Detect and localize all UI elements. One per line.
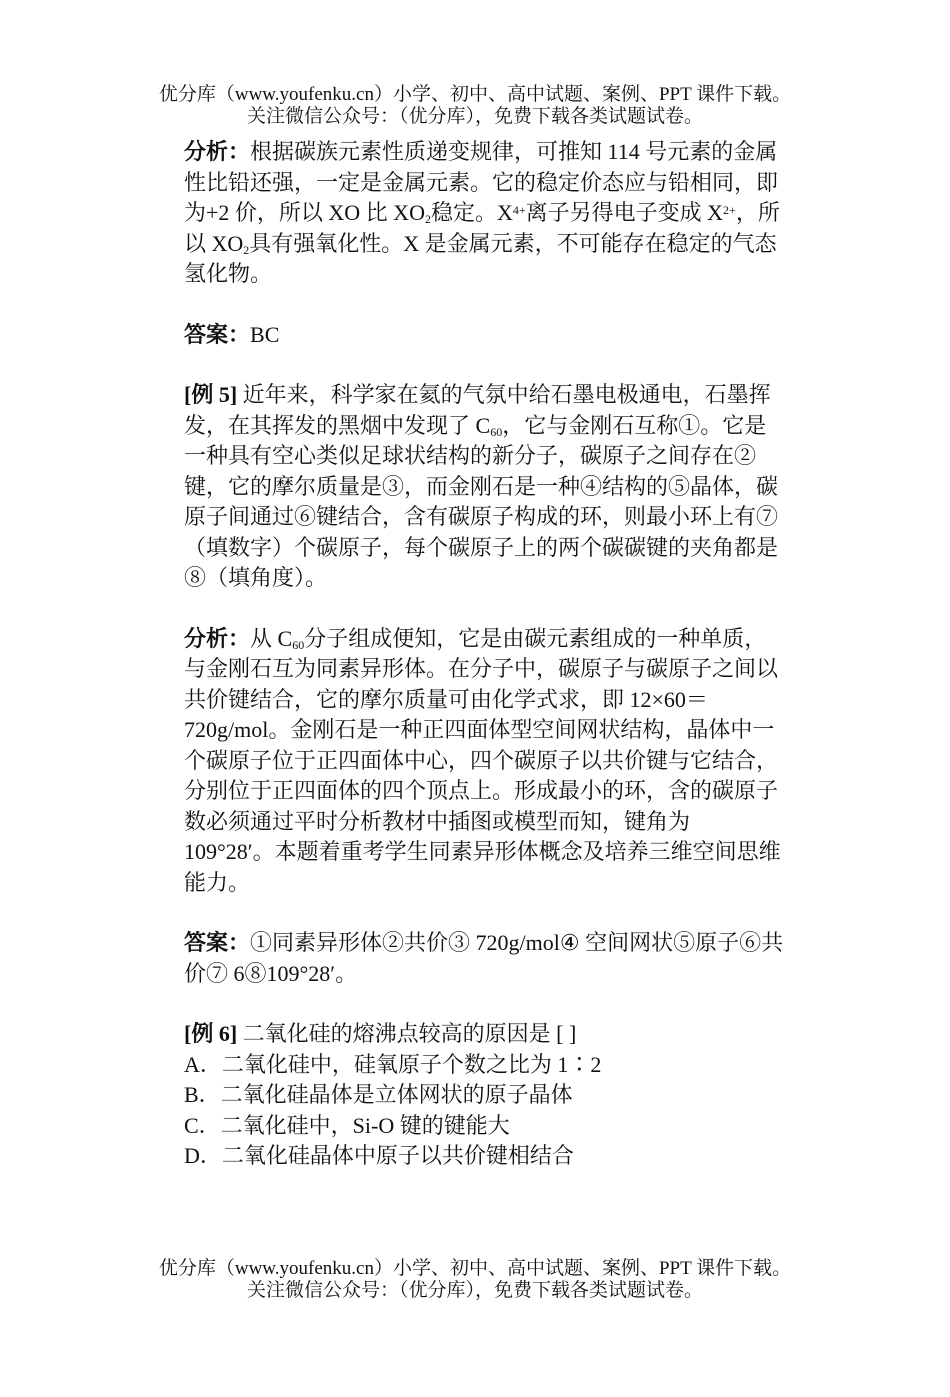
example-6-question (184, 1019, 784, 1050)
option-b: B．二氧化硅晶体是立体网状的原子晶体 (184, 1082, 573, 1107)
example-5-paragraph (184, 380, 784, 594)
analysis-paragraph-1 (184, 137, 784, 290)
spacer (184, 989, 784, 1019)
analysis-label: 分析： (184, 625, 251, 651)
answer-text: ①同素异形体②共价③ 720g/mol④ 空间网状⑤原子⑥共价⑦ 6⑧109°28′。 (184, 930, 784, 986)
subscript: 60 (292, 637, 305, 652)
spacer (184, 898, 784, 928)
subscript: 2 (243, 242, 250, 257)
answer-text: BC (250, 321, 280, 347)
example-label: [例 6] (184, 1021, 238, 1046)
document-body (184, 137, 784, 1172)
superscript: 2+ (723, 203, 736, 217)
example-text: 近年来，科学家在氦的气氛中给石墨电极通电，石墨挥发，在其挥发的黑烟中发现了 C (184, 382, 771, 438)
analysis-text: 根据碳族元素性质递变规律，可推知 114 号元素的金属性比铅还强，一定是金属元素。它的稳定价态应与铅相同，即为+2 价，所以 XO 比 XO (184, 139, 779, 225)
option-c: C．二氧化硅中，Si-O 键的键能大 (184, 1112, 510, 1138)
subscript: 2 (424, 212, 431, 226)
option-d: D．二氧化硅晶体中原子以共价键相结合 (184, 1143, 574, 1168)
analysis-text: 离子另得电子变成 X (525, 200, 724, 225)
analysis-text: 分子组成便知，它是由碳元素组成的一种单质，与金刚石互为同素异形体。在分子中，碳原子与碳原子之间以共价键结合，它的摩尔质量可由化学式求，即 12×60＝720g/mol。金刚石是一种正四面体型空间网状结构，晶体中一个碳原子位于正四面体中心，四个碳原子以共价键与它结合，分别位于正四面体的四个顶点上。形成最小的环，含的碳原子数必须通过平时分析教材中插图或模型而知，键角为 109°28′。本题着重考学生同素异形体概念及培养三维空间思维能力。 (184, 625, 781, 895)
answer-label: 答案： (184, 321, 251, 347)
page-footer (0, 1258, 950, 1302)
example-label: [例 5] (184, 382, 238, 407)
spacer (184, 290, 784, 320)
analysis-text: 稳定。X (430, 200, 513, 225)
analysis-text: 具有强氧化性。X 是金属元素，不可能存在稳定的气态氢化物。 (184, 230, 777, 286)
footer-line-1: 优分库（www.youfenku.cn）小学、初中、高中试题、案例、PPT 课件下载。 (158, 1258, 792, 1279)
analysis-text: ，所以 XO (184, 200, 780, 256)
analysis-text: 从 C (250, 625, 293, 651)
subscript: 60 (490, 424, 503, 439)
header-line-1: 优分库（www.youfenku.cn）小学、初中、高中试题、案例、PPT 课件下载。 (158, 84, 792, 105)
header-line-2: 关注微信公众号：（优分库），免费下载各类试题试卷。 (246, 106, 703, 127)
spacer (184, 594, 784, 624)
footer-line-2: 关注微信公众号：（优分库），免费下载各类试题试卷。 (246, 1280, 703, 1301)
analysis-paragraph-2 (184, 624, 784, 899)
superscript: 4+ (512, 203, 526, 217)
analysis-label: 分析： (184, 139, 251, 164)
option-a: A．二氧化硅中，硅氧原子个数之比为 1∶2 (184, 1051, 602, 1077)
spacer (184, 350, 784, 380)
question-text: 二氧化硅的熔沸点较高的原因是 [ ] (237, 1021, 577, 1046)
answer-paragraph-1 (184, 320, 784, 351)
page-header (0, 84, 950, 128)
answer-paragraph-2 (184, 928, 784, 989)
example-text: ，它与金刚石互称①。它是一种具有空心类似足球状结构的新分子，碳原子之间存在②键，它的摩尔质量是③，而金刚石是一种④结构的⑤晶体，碳原子间通过⑥键结合，含有碳原子构成的环，则最小环上有⑦（填数字）个碳原子，每个碳原子上的两个碳碳键的夹角都是⑧（填角度）。 (184, 412, 779, 590)
answer-label: 答案： (184, 930, 251, 955)
